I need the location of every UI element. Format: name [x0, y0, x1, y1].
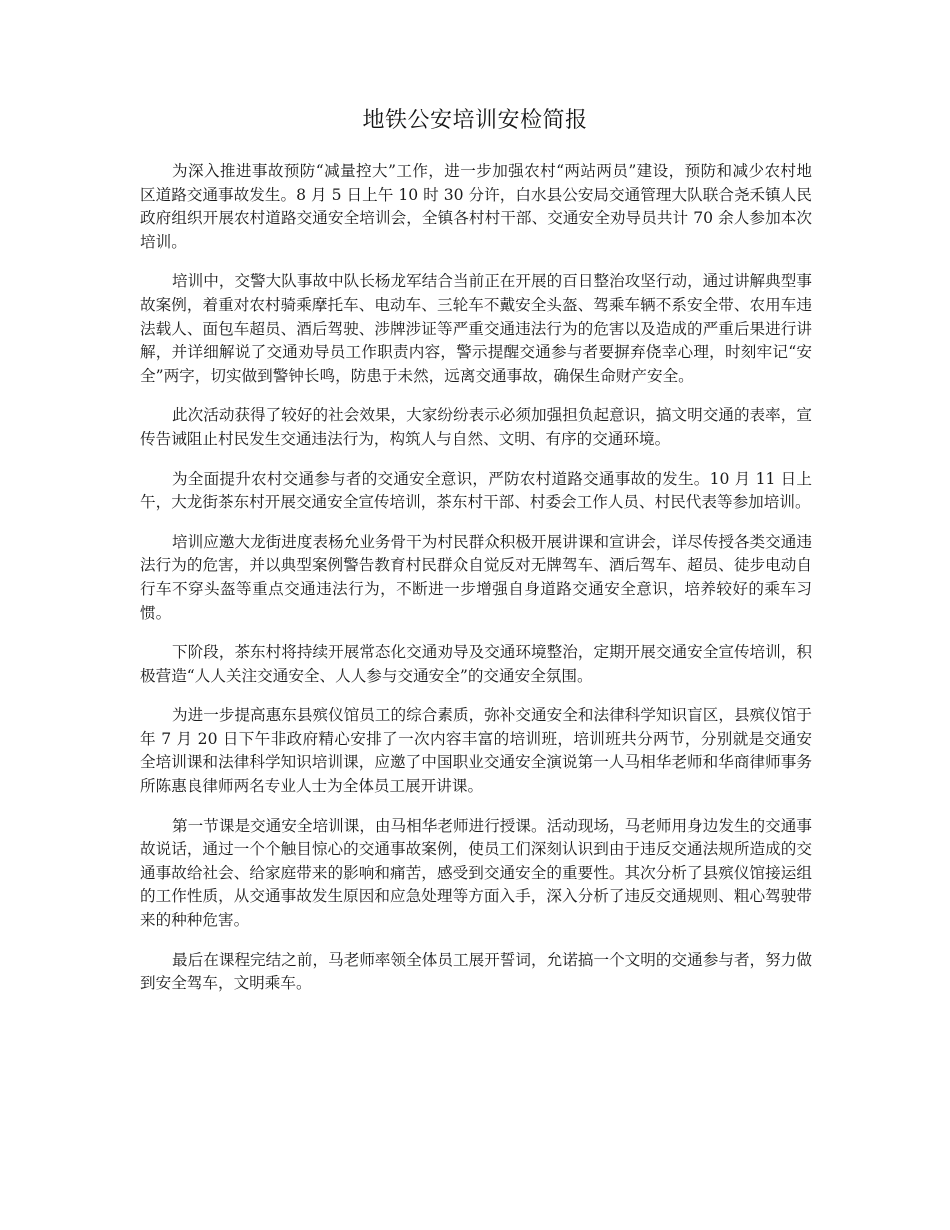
- paragraph-1: 为深入推进事故预防“减量控大”工作，进一步加强农村“两站两员”建设，预防和减少农村地区道路交通事故发生。8 月 5 日上午 10 时 30 分许，白水县公安局交通管理大队联合尧禾镇人民政府组织开展农村道路交通安全培训会，全镇各村村干部、交通安全劝导员共计 70 余人参加本次培训。: [140, 162, 812, 251]
- paragraph-6: 下阶段，茶东村将持续开展常态化交通劝导及交通环境整治，定期开展交通安全宣传培训，积极营造“人人关注交通安全、人人参与交通安全”的交通安全氛围。: [140, 643, 812, 685]
- paragraph-3: 此次活动获得了较好的社会效果，大家纷纷表示必须加强担负起意识，搞文明交通的表率，宣传告诫阻止村民发生交通违法行为，构筑人与自然、文明、有序的交通环境。: [140, 406, 812, 448]
- document-title: 地铁公安培训安检简报: [362, 108, 588, 133]
- paragraph-9: 最后在课程完结之前，马老师率领全体员工展开誓词，允诺搞一个文明的交通参与者，努力做到安全驾车，文明乘车。: [140, 950, 812, 993]
- paragraph-4: 为全面提升农村交通参与者的交通安全意识，严防农村道路交通事故的发生。10 月 11 日上午，大龙街茶东村开展交通安全宣传培训，茶东村干部、村委会工作人员、村民代表等参加培训。: [140, 469, 812, 512]
- paragraph-5: 培训应邀大龙街进度表杨允业务骨干为村民群众积极开展讲课和宣讲会，详尽传授各类交通违法行为的危害，并以典型案例警告教育村民群众自觉反对无牌驾车、酒后驾车、超员、徒步电动自行车不穿头盔等重点交通违法行为，不断进一步增强自身道路交通安全意识，培养较好的乘车习惯。: [140, 532, 812, 622]
- paragraph-7: 为进一步提高惠东县殡仪馆员工的综合素质，弥补交通安全和法律科学知识盲区，县殡仪馆于年 7 月 20 日下午非政府精心安排了一次内容丰富的培训班，培训班共分两节，分别就是交通安全培训课和法律科学知识培训课，应邀了中国职业交通安全演说第一人马相华老师和华商律师事务所陈惠良律师两名专业人士为全体员工展开讲课。: [140, 706, 812, 796]
- paragraph-8: 第一节课是交通安全培训课，由马相华老师进行授课。活动现场，马老师用身边发生的交通事故说话，通过一个个触目惊心的交通事故案例，使员工们深刻认识到由于违反交通法规所造成的交通事故给社会、给家庭带来的影响和痛苦，感受到交通安全的重要性。其次分析了县殡仪馆接运组的工作性质，从交通事故发生原因和应急处理等方面入手，深入分析了违反交通规则、粗心驾驶带来的种种危害。: [140, 816, 812, 930]
- document-body: [140, 160, 812, 1012]
- paragraph-2: 培训中，交警大队事故中队长杨龙军结合当前正在开展的百日整治攻坚行动，通过讲解典型事故案例，着重对农村骑乘摩托车、电动车、三轮车不戴安全头盔、驾乘车辆不系安全带、农用车违法载人、面包车超员、酒后驾驶、涉牌涉证等严重交通违法行为的危害以及造成的严重后果进行讲解，并详细解说了交通劝导员工作职责内容，警示提醒交通参与者要摒弃侥幸心理，时刻牢记“安全”两字，切实做到警钟长鸣，防患于未然，远离交通事故，确保生命财产安全。: [140, 272, 812, 385]
